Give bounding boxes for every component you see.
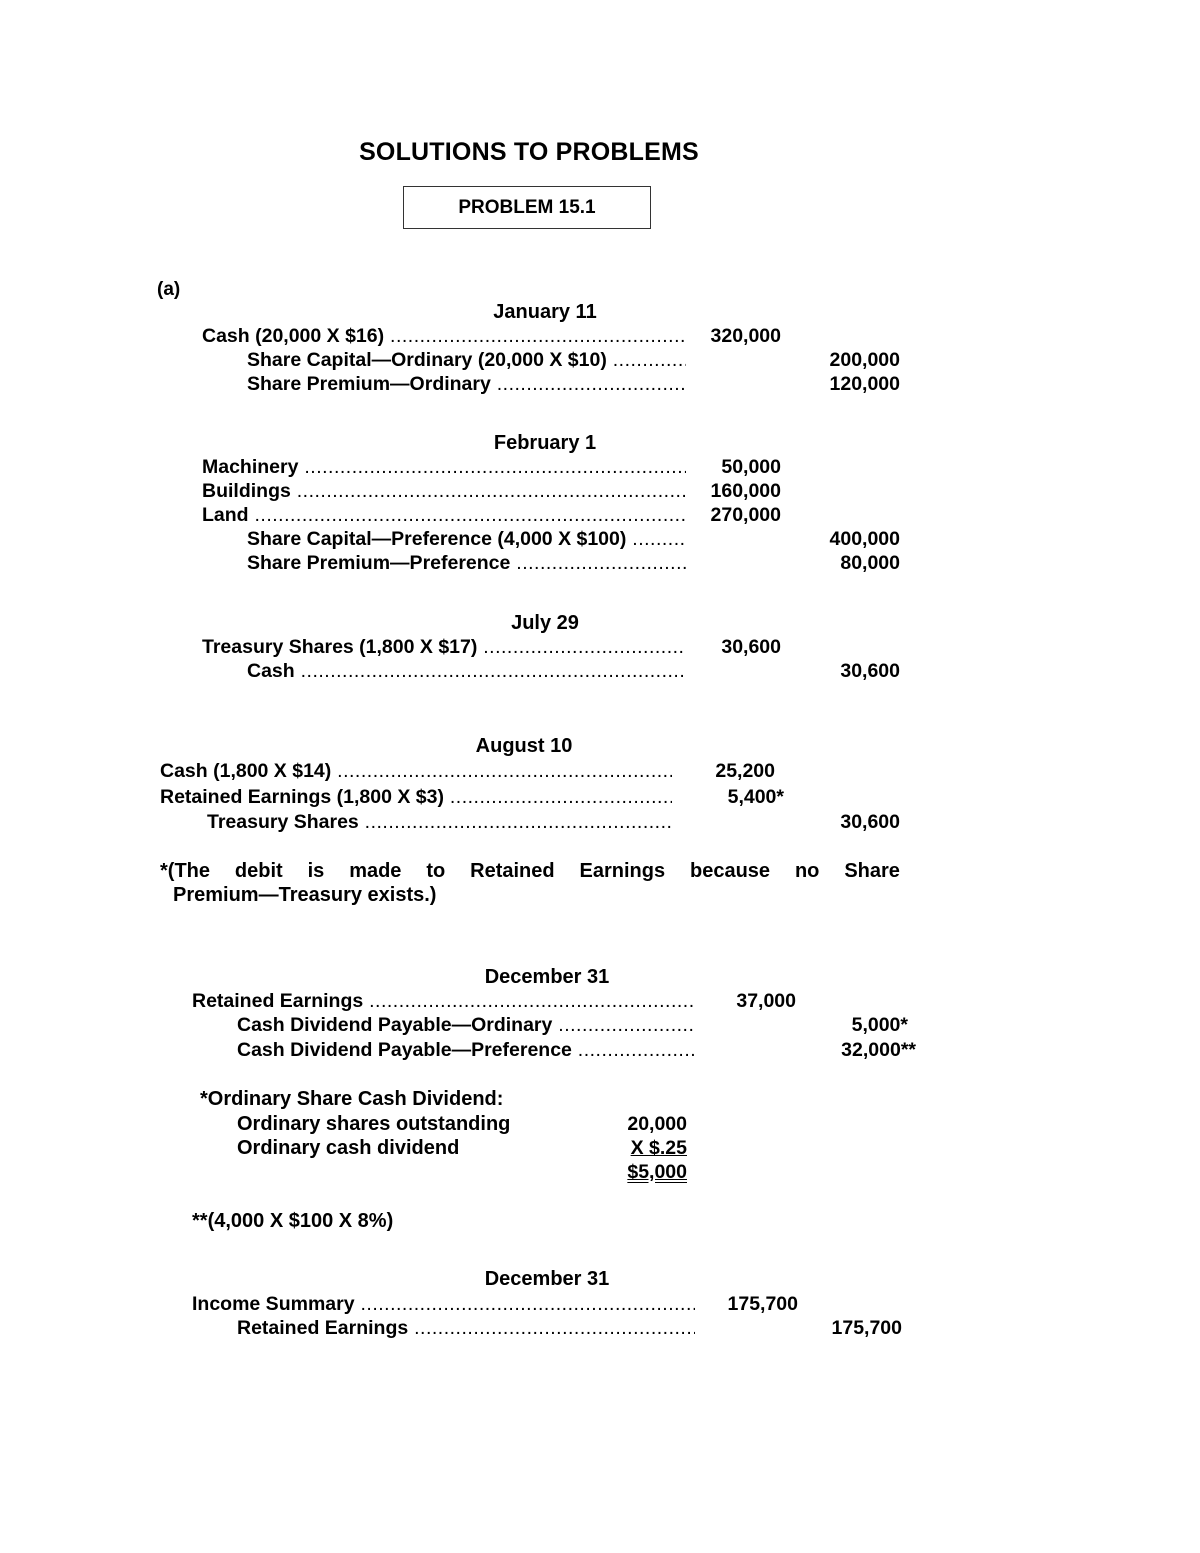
entry-date: July 29 bbox=[511, 612, 579, 634]
dividend-calc-value: 20,000 bbox=[627, 1113, 687, 1135]
account-name: Share Premium—Preference ..... bbox=[247, 552, 686, 575]
credit-amount: 80,000 bbox=[840, 552, 900, 574]
credit-amount: 400,000 bbox=[829, 528, 900, 550]
credit-amount: 30,600 bbox=[840, 811, 900, 833]
account-name: Treasury Shares (1,800 X $17) ..... bbox=[202, 636, 686, 659]
treasury-note-line2: Premium—Treasury exists.) bbox=[173, 884, 437, 906]
account-name: Cash (20,000 X $16) ..... bbox=[202, 325, 686, 348]
account-name: Land ..... bbox=[202, 504, 686, 527]
account-name: Share Capital—Preference (4,000 X $100) ..... bbox=[247, 528, 686, 551]
note-word: Earnings bbox=[579, 860, 666, 882]
debit-amount: 50,000 bbox=[721, 456, 781, 478]
note-word: is bbox=[307, 860, 325, 882]
note-word: because bbox=[690, 860, 771, 882]
problem-box: PROBLEM 15.1 bbox=[403, 186, 651, 229]
credit-amount: 5,000* bbox=[851, 1014, 908, 1036]
note-word: debit bbox=[234, 860, 283, 882]
account-name: Cash (1,800 X $14) ..... bbox=[160, 760, 672, 783]
page-title: SOLUTIONS TO PROBLEMS bbox=[359, 138, 699, 166]
note-word: made bbox=[349, 860, 402, 882]
credit-amount: 120,000 bbox=[829, 373, 900, 395]
account-name: Retained Earnings ..... bbox=[192, 990, 695, 1013]
note-word: to bbox=[426, 860, 446, 882]
debit-amount: 25,200 bbox=[715, 760, 775, 782]
entry-date: December 31 bbox=[484, 966, 610, 988]
entry-date: January 11 bbox=[493, 301, 597, 323]
debit-amount: 30,600 bbox=[721, 636, 781, 658]
account-name: Cash ..... bbox=[247, 660, 686, 683]
account-name: Retained Earnings (1,800 X $3) ..... bbox=[160, 786, 672, 809]
preference-note: **(4,000 X $100 X 8%) bbox=[192, 1210, 394, 1232]
entry-date: August 10 bbox=[475, 735, 573, 757]
dividend-calc-label: Ordinary cash dividend bbox=[237, 1137, 460, 1159]
note-word: no bbox=[794, 860, 820, 882]
credit-amount: 175,700 bbox=[831, 1317, 902, 1339]
account-name: Retained Earnings ..... bbox=[237, 1317, 695, 1340]
credit-amount: 30,600 bbox=[840, 660, 900, 682]
debit-amount: 5,400* bbox=[727, 786, 784, 808]
account-name: Buildings ..... bbox=[202, 480, 686, 503]
dividend-calc-value: X $.25 bbox=[630, 1137, 687, 1159]
debit-amount: 160,000 bbox=[710, 480, 781, 502]
account-name: Share Capital—Ordinary (20,000 X $10) ..... bbox=[247, 349, 686, 372]
account-name: Income Summary ..... bbox=[192, 1293, 695, 1316]
account-name: Share Premium—Ordinary ..... bbox=[247, 373, 686, 396]
account-name: Machinery ..... bbox=[202, 456, 686, 479]
treasury-note-line1 bbox=[160, 860, 900, 883]
account-name: Cash Dividend Payable—Preference ..... bbox=[237, 1039, 695, 1062]
debit-amount: 270,000 bbox=[710, 504, 781, 526]
debit-amount: 37,000 bbox=[736, 990, 796, 1012]
note-word: Retained bbox=[470, 860, 555, 882]
credit-amount: 200,000 bbox=[829, 349, 900, 371]
part-label: (a) bbox=[157, 279, 181, 300]
note-word: Share bbox=[844, 860, 900, 882]
entry-date: February 1 bbox=[493, 432, 597, 454]
entry-date: December 31 bbox=[484, 1268, 610, 1290]
note-word: *(The bbox=[160, 860, 210, 882]
dividend-calc-heading: *Ordinary Share Cash Dividend: bbox=[200, 1088, 504, 1110]
dividend-calc-total: $5,000 bbox=[627, 1161, 687, 1183]
dividend-calc-label: Ordinary shares outstanding bbox=[237, 1113, 511, 1135]
treasury-note bbox=[160, 860, 900, 907]
account-name: Cash Dividend Payable—Ordinary ..... bbox=[237, 1014, 695, 1037]
debit-amount: 320,000 bbox=[710, 325, 781, 347]
account-name: Treasury Shares ..... bbox=[207, 811, 672, 834]
debit-amount: 175,700 bbox=[727, 1293, 798, 1315]
credit-amount: 32,000** bbox=[841, 1039, 916, 1061]
